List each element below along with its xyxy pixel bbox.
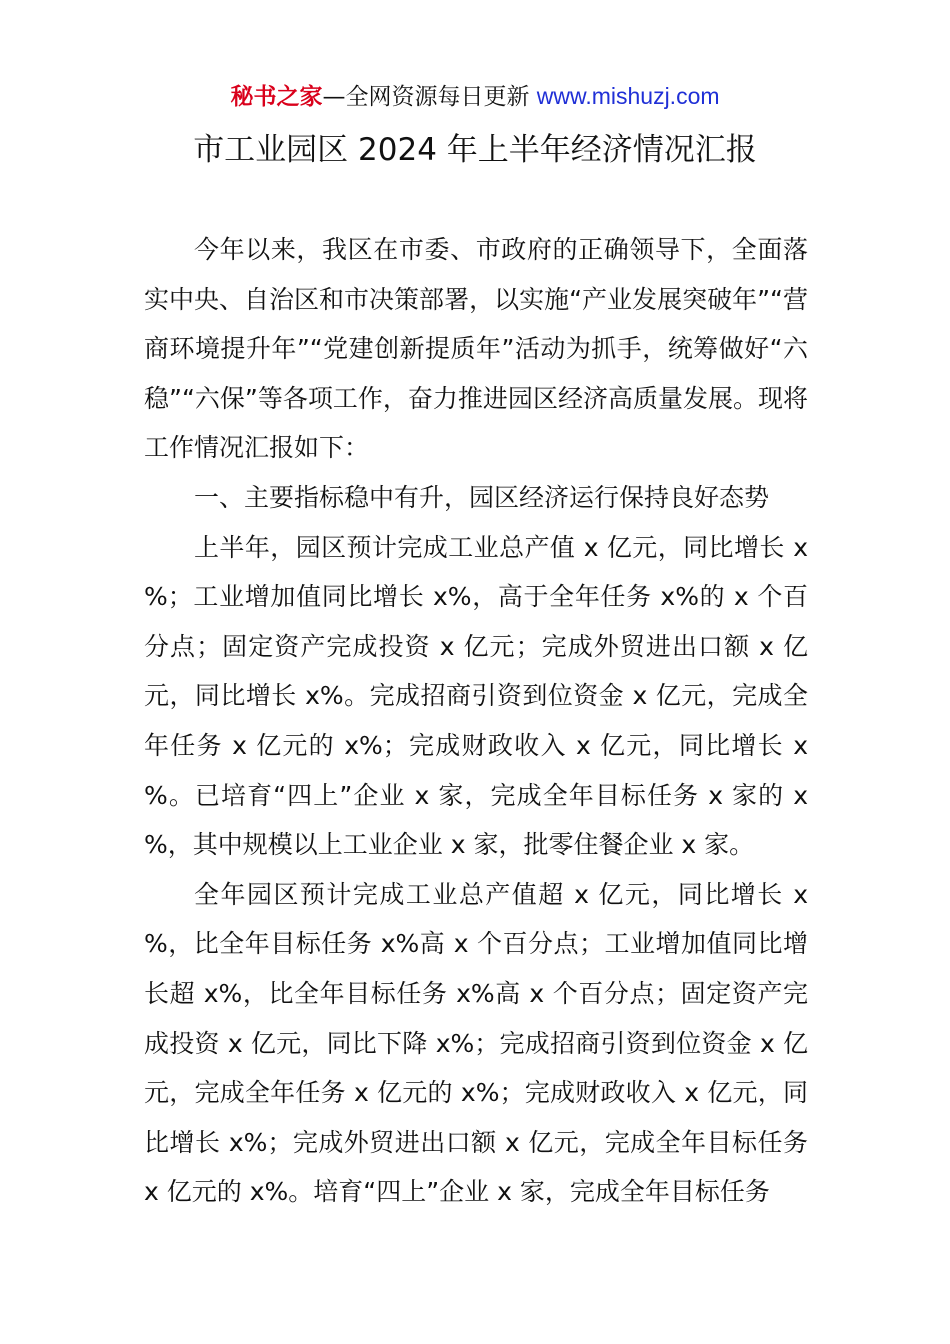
full-year-paragraph: 全年园区预计完成工业总产值超 x 亿元，同比增长 x %，比全年目标任务 x%高 x 个百分点；工业增加值同比增长超 x%，比全年目标任务 x%高 x 个百分点；固定资产完成投资 x 亿元，同比下降 x%；完成招商引资到位资金 x 亿元，完成全年任务 x 亿元的 x%；完成财政收入 x 亿元，同比增长 x%；完成外贸进出口额 x 亿元，完成全年目标任务 x 亿元的 x%。培育“四上”企业 x 家，完成全年目标任务 bbox=[144, 879, 808, 1207]
intro-paragraph: 今年以来，我区在市委、市政府的正确领导下，全面落实中央、自治区和市决策部署，以实施“产业发展突破年”“营商环境提升年”“党建创新提质年”活动为抓手，统筹做好“六稳”“六保”等各项工作，奋力推进园区经济高质量发展。现将工作情况汇报如下： bbox=[144, 235, 808, 463]
document-body bbox=[144, 225, 808, 1217]
section-heading: 一、主要指标稳中有升，园区经济运行保持良好态势 bbox=[194, 482, 770, 512]
document-title: 市工业园区 2024 年上半年经济情况汇报 bbox=[193, 132, 757, 168]
header-tagline: —全网资源每日更新 bbox=[322, 84, 537, 110]
site-url-link[interactable]: www.mishuzj.com bbox=[536, 83, 720, 109]
brand-name: 秘书之家 bbox=[230, 84, 323, 110]
site-header bbox=[0, 80, 950, 113]
half-year-paragraph: 上半年，园区预计完成工业总产值 x 亿元，同比增长 x %；工业增加值同比增长 x%，高于全年任务 x%的 x 个百分点；固定资产完成投资 x 亿元；完成外贸进出口额 x 亿元，同比增长 x%。完成招商引资到位资金 x 亿元，完成全年任务 x 亿元的 x%；完成财政收入 x 亿元，同比增长 x %。已培育“四上”企业 x 家，完成全年目标任务 x 家的 x %，其中规模以上工业企业 x 家，批零住餐企业 x 家。 bbox=[144, 532, 808, 860]
